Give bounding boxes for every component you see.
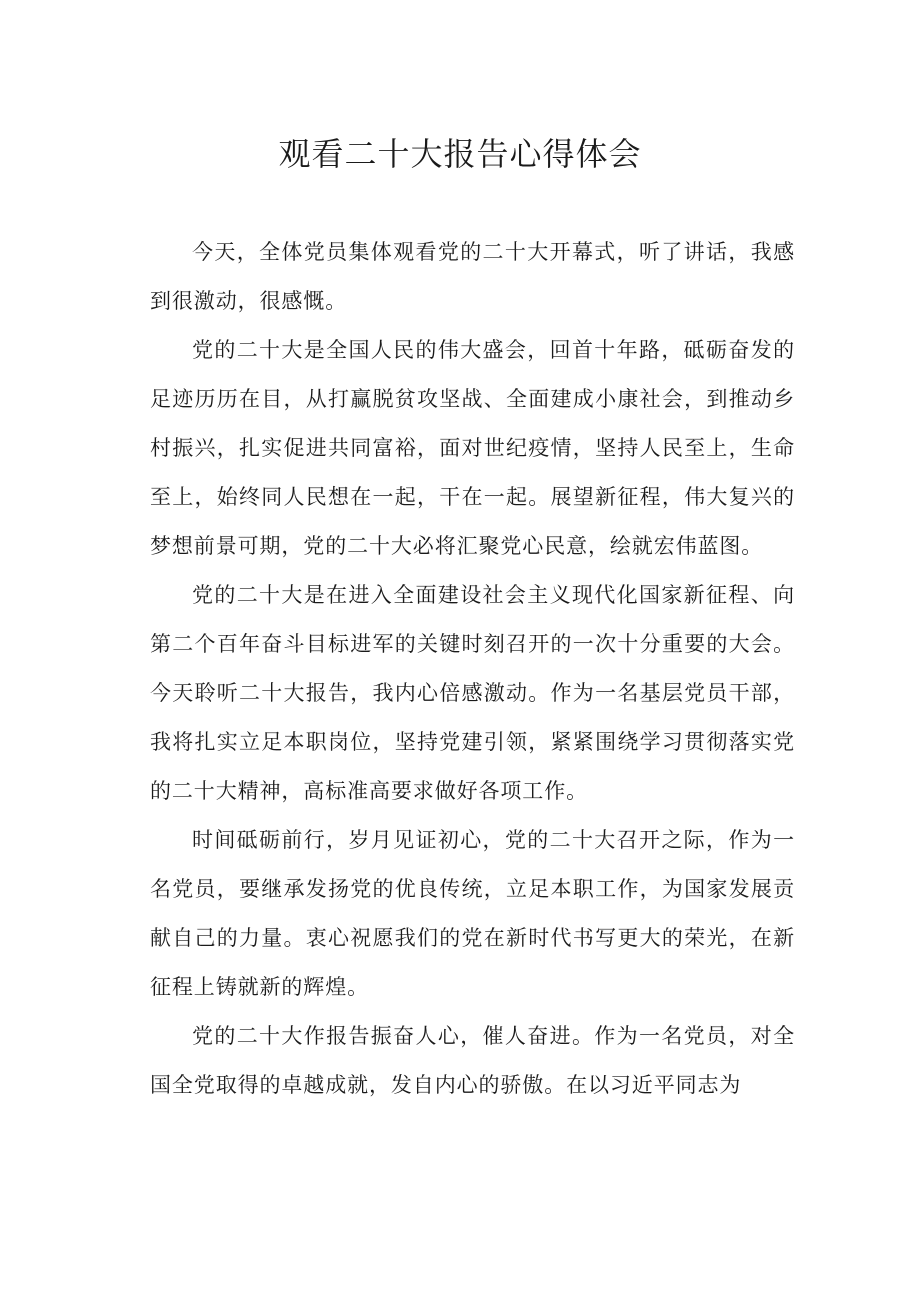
paragraph-3: 党的二十大是在进入全面建设社会主义现代化国家新征程、向第二个百年奋斗目标进军的关键时刻召开的一次十分重要的大会。今天聆听二十大报告，我内心倍感激动。作为一名基层党员干部，我将扎实立足本职岗位，坚持党建引领，紧紧围绕学习贯彻落实党的二十大精神，高标准高要求做好各项工作。: [150, 583, 795, 803]
document-title: 观看二十大报告心得体会: [278, 135, 642, 173]
paragraph-2: 党的二十大是全国人民的伟大盛会，回首十年路，砥砺奋发的足迹历历在目，从打赢脱贫攻坚战、全面建成小康社会，到推动乡村振兴，扎实促进共同富裕，面对世纪疫情，坚持人民至上，生命至上，始终同人民想在一起，干在一起。展望新征程，伟大复兴的梦想前景可期，党的二十大必将汇聚党心民意，绘就宏伟蓝图。: [150, 338, 795, 558]
paragraph-5: 党的二十大作报告振奋人心，催人奋进。作为一名党员，对全国全党取得的卓越成就，发自内心的骄傲。在以习近平同志为: [150, 1024, 795, 1097]
paragraph-4: 时间砥砺前行，岁月见证初心，党的二十大召开之际，作为一名党员，要继承发扬党的优良传统，立足本职工作，为国家发展贡献自己的力量。衷心祝愿我们的党在新时代书写更大的荣光，在新征程上铸就新的辉煌。: [150, 828, 795, 999]
document-body: [150, 228, 795, 1110]
paragraph-1: 今天，全体党员集体观看党的二十大开幕式，听了讲话，我感到很激动，很感慨。: [150, 240, 795, 313]
